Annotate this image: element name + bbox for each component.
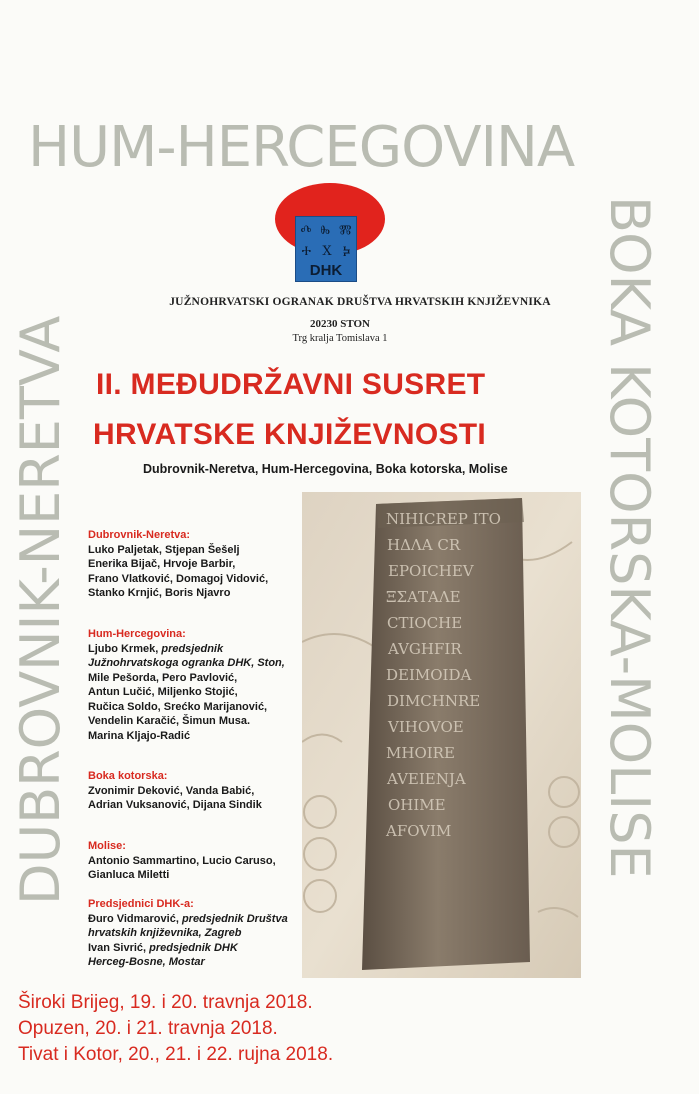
inscription-line: EPOICHEV	[388, 562, 474, 580]
section-hum-hercegovina	[88, 627, 298, 743]
dhk-logo	[295, 216, 357, 282]
section-heading: Hum-Hercegovina:	[88, 628, 186, 640]
address-line-1: 20230 STON	[309, 318, 370, 330]
participants-line: Antonio Sammartino, Lucio Caruso,	[88, 854, 276, 867]
participants-line: Ručica Soldo, Srećko Marijanović,	[88, 700, 268, 713]
inscription-line: DIMCHNRE	[387, 692, 481, 710]
participants-line: Herceg-Bosne, Mostar	[88, 956, 205, 968]
section-heading: Predsjednici DHK-a:	[88, 898, 194, 910]
top-region-title: HUM-HERCEGOVINA	[28, 115, 575, 180]
section-dubrovnik-neretva	[88, 528, 298, 601]
participants-line: Ivan Sivrić, predsjednik DHK	[88, 941, 238, 954]
organization-name: JUŽNOHRVATSKI OGRANAK DRUŠTVA HRVATSKIH KNJIŽEVNIKA	[169, 296, 551, 308]
logo-glyph-row-1: Ⰴ Ⰸ Ⰿ	[300, 223, 352, 238]
logo-text: DHK	[309, 262, 343, 279]
participants-line: Gianluca Miletti	[88, 869, 170, 881]
address-line-2: Trg kralja Tomislava 1	[292, 333, 388, 344]
section-dhk-presidents	[88, 897, 298, 970]
inscription-line: DEIMOIDA	[386, 666, 472, 684]
inscription-line: CTIOCHE	[387, 614, 463, 632]
date-line: Tivat i Kotor, 20., 21. i 22. rujna 2018.	[18, 1044, 334, 1065]
participants-line: Mile Pešorda, Pero Pavlović,	[88, 671, 238, 684]
right-vertical-title: BOKA KOTORSKA-MOLISE	[598, 196, 661, 879]
inscription-line: OHIME	[388, 796, 446, 814]
left-vertical-title: DUBROVNIK-NERETVA	[9, 315, 72, 905]
stone-tablet-photo	[302, 492, 581, 978]
section-heading: Dubrovnik-Neretva:	[88, 529, 191, 541]
participants-line: Marina Kljajo-Radić	[88, 729, 191, 742]
section-heading: Molise:	[88, 840, 126, 852]
participants-line: Luko Paljetak, Stjepan Šešelj	[88, 543, 240, 556]
participants-line: Enerika Bijač, Hrvoje Barbir,	[88, 558, 236, 570]
inscription-line: NIHICREP ITO	[386, 510, 501, 528]
inscription-line: VIHOVOE	[388, 718, 464, 736]
participants-line: Zvonimir Deković, Vanda Babić,	[88, 784, 255, 797]
inscription-line: ΞΣΑΤΑΛΕ	[386, 588, 461, 606]
date-line: Široki Brijeg, 19. i 20. travnja 2018.	[18, 992, 313, 1013]
section-molise	[88, 839, 298, 883]
inscription-line: AFOVIM	[386, 822, 452, 840]
participants-line: Stanko Krnjić, Boris Njavro	[88, 587, 231, 599]
inscription-line: MHOIRE	[386, 744, 455, 762]
participants-line: hrvatskih književnika, Zagreb	[88, 927, 242, 939]
participants-line: Frano Vlatković, Domagoj Vidović,	[88, 572, 269, 585]
participants-line: Adrian Vuksanović, Dijana Sindik	[88, 799, 262, 811]
participants-line: Vendelin Karačić, Šimun Musa.	[88, 715, 250, 727]
event-subtitle: Dubrovnik-Neretva, Hum-Hercegovina, Boka kotorska, Molise	[143, 462, 508, 476]
logo-glyph-row-2: Ⰰ X Ⰽ	[301, 244, 351, 259]
event-dates	[18, 990, 333, 1068]
participants-line: Ljubo Krmek, predsjednik	[88, 642, 224, 655]
inscription-line: AVGHFIR	[388, 640, 462, 658]
participants-line: Antun Lučić, Miljenko Stojić,	[88, 686, 238, 698]
section-heading: Boka kotorska:	[88, 770, 168, 782]
event-title-line-1: II. MEĐUDRŽAVNI SUSRET	[96, 368, 486, 401]
date-line: Opuzen, 20. i 21. travnja 2018.	[18, 1018, 278, 1039]
event-title-line-2: HRVATSKE KNJIŽEVNOSTI	[93, 418, 487, 451]
participants-line: Đuro Vidmarović, predsjednik Društva	[88, 912, 288, 925]
participants-line: Južnohrvatskoga ogranka DHK, Ston,	[88, 657, 285, 669]
inscription-line: ΗΔΛΑ CR	[387, 536, 461, 554]
inscription-line: AVEIENJA	[387, 770, 466, 788]
section-boka-kotorska	[88, 769, 298, 813]
